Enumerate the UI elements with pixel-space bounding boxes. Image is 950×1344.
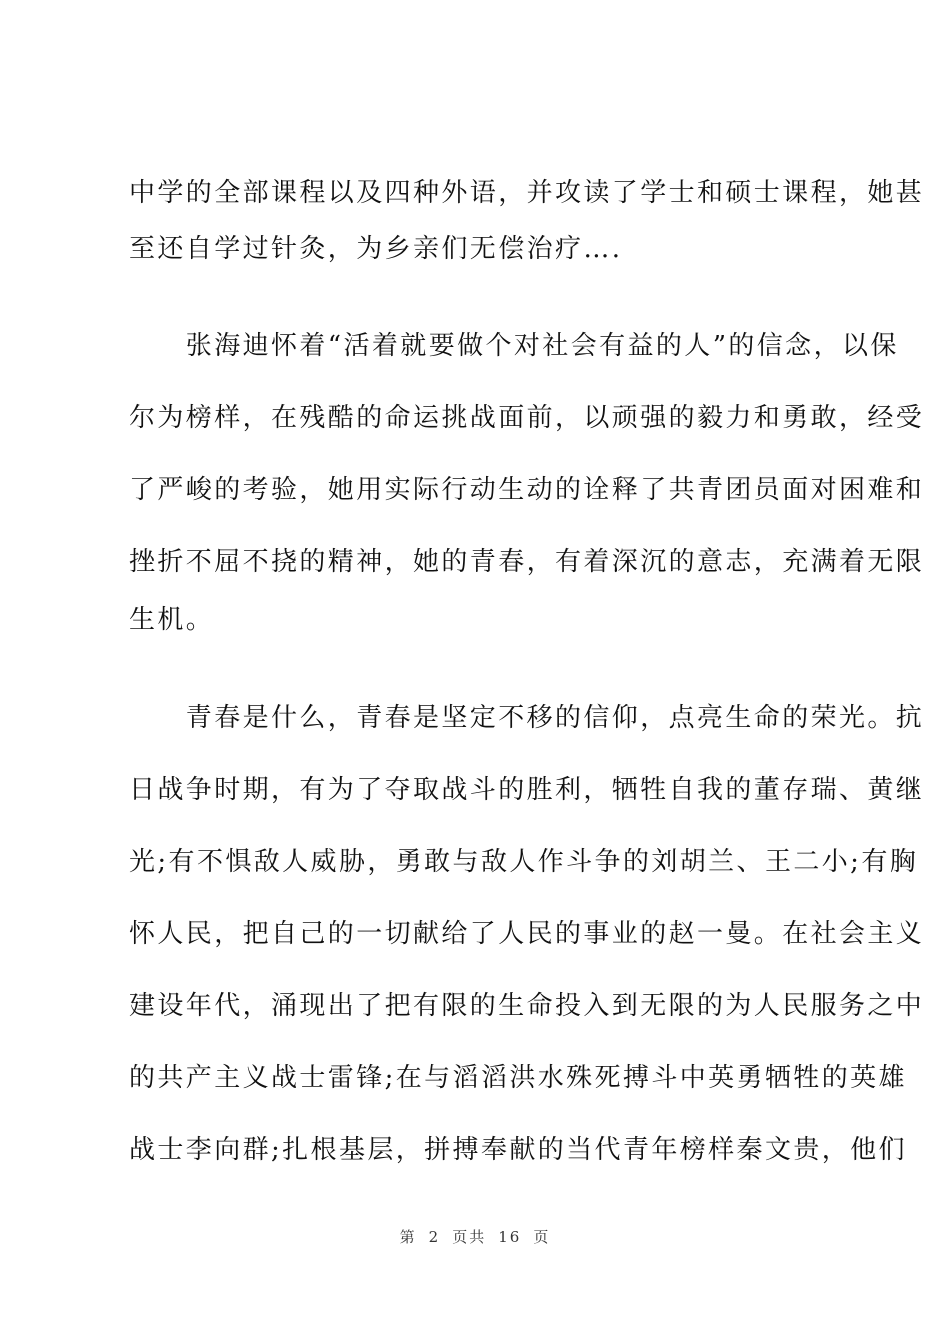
footer-middle: 页共	[452, 1228, 487, 1246]
text-line: 了严峻的考验，她用实际行动生动的诠释了共青团员面对困难和	[129, 475, 925, 505]
text-line: 中学的全部课程以及四种外语，并攻读了学士和硕士课程，她甚	[129, 178, 925, 208]
text-line: 战士李向群;扎根基层，拼搏奉献的当代青年榜样秦文贵，他们	[129, 1135, 907, 1165]
page-footer	[0, 1226, 950, 1247]
text-line: 光;有不惧敌人威胁，勇敢与敌人作斗争的刘胡兰、王二小;有胸	[129, 847, 919, 877]
text-line: 建设年代，涌现出了把有限的生命投入到无限的为人民服务之中	[129, 991, 925, 1021]
text-line: 青春是什么，青春是坚定不移的信仰，点亮生命的荣光。抗	[129, 703, 925, 733]
text-line: 生机。	[129, 605, 215, 635]
footer-total-pages: 16	[498, 1228, 522, 1246]
text-line: 的共产主义战士雷锋;在与滔滔洪水殊死搏斗中英勇牺牲的英雄	[129, 1063, 907, 1093]
footer-suffix: 页	[533, 1228, 551, 1246]
text-line: 怀人民，把自己的一切献给了人民的事业的赵一曼。在社会主义	[129, 919, 925, 949]
text-line: 挫折不屈不挠的精神，她的青春，有着深沉的意志，充满着无限	[129, 547, 925, 577]
text-line: 尔为榜样，在残酷的命运挑战面前，以顽强的毅力和勇敢，经受	[129, 403, 925, 433]
footer-page-number: 2	[428, 1228, 441, 1246]
text-line: 张海迪怀着“活着就要做个对社会有益的人”的信念，以保	[129, 331, 899, 361]
text-line: 至还自学过针灸，为乡亲们无偿治疗….	[129, 234, 623, 264]
text-line: 日战争时期，有为了夺取战斗的胜利，牺牲自我的董存瑞、黄继	[129, 775, 925, 805]
footer-prefix: 第	[399, 1228, 417, 1246]
